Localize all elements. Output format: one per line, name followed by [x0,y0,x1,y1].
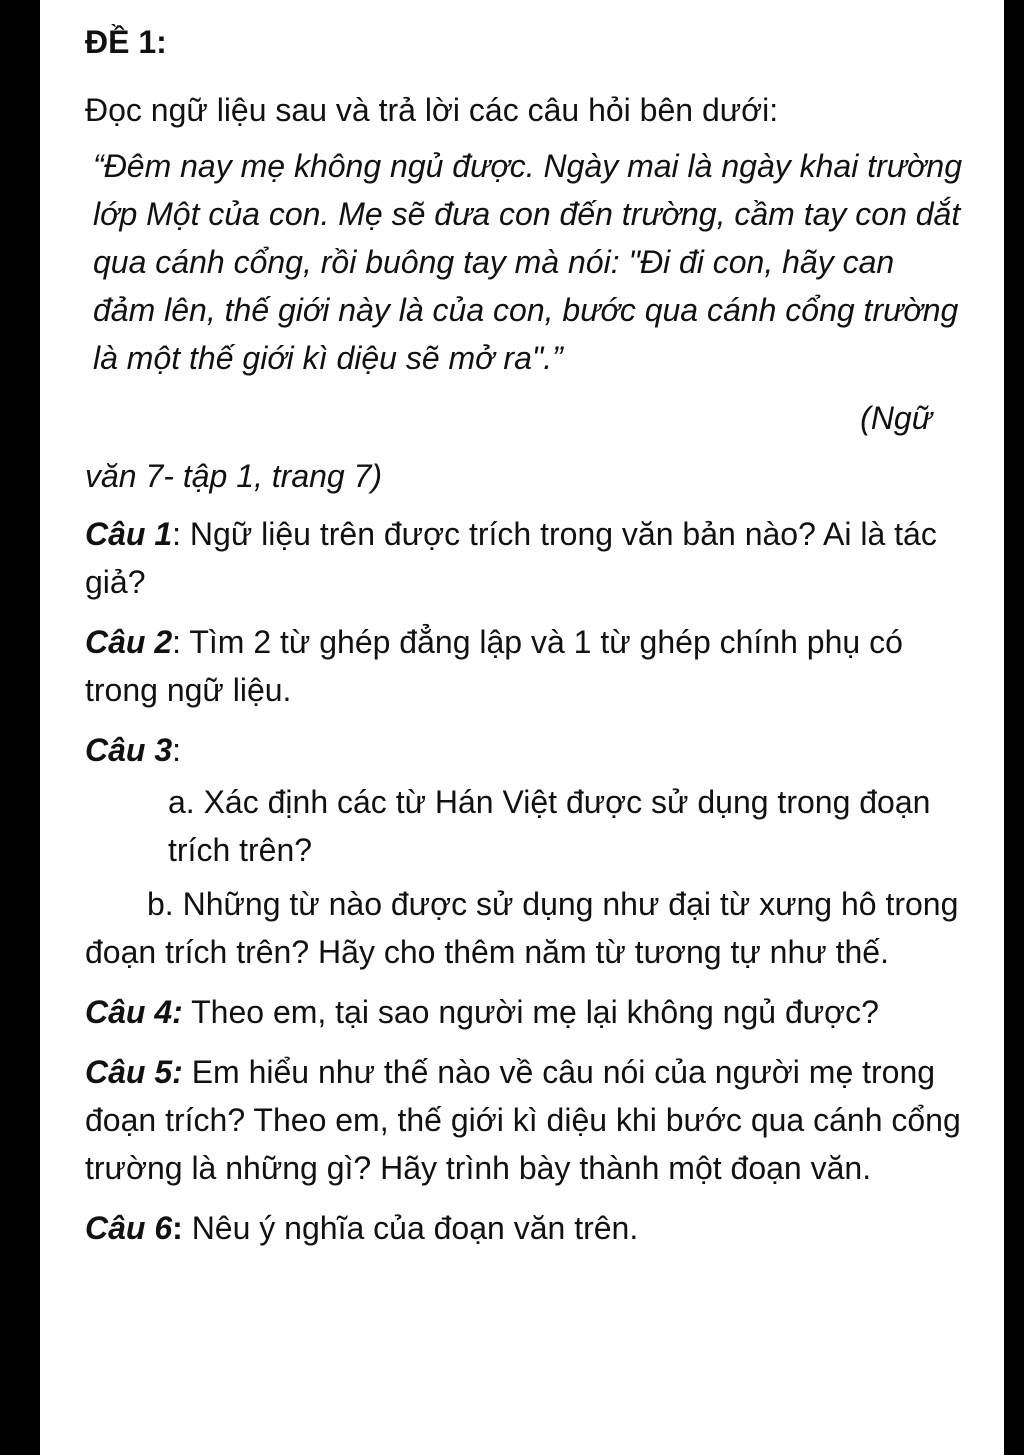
question-1 [85,510,964,606]
question-3-label: Câu 3 [85,732,173,768]
question-6-colon: : [172,1210,183,1246]
question-2 [85,618,964,714]
question-3a: a. Xác định các từ Hán Việt được sử dụng trong đoạn trích trên? [168,784,931,868]
question-5-text: Em hiểu như thế nào về câu nói của người mẹ trong đoạn trích? Theo em, thế giới kì diệu khi bước qua cánh cổng trường là những gì? Hãy trình bày thành một đoạn văn. [85,1054,961,1186]
question-6-text: Nêu ý nghĩa của đoạn văn trên. [182,1210,639,1246]
question-3-text: : [172,732,182,768]
source-citation-start: (Ngữ [860,400,932,436]
excerpt-quote: “Đêm nay mẹ không ngủ được. Ngày mai là ngày khai trường lớp Một của con. Mẹ sẽ đưa con đến trường, cầm tay con dắt qua cánh cổng, rồi buông tay mà nói: "Đi đi con, hãy can đảm lên, thế giới này là của con, bước qua cánh cổng trường là một thế giới kì diệu sẽ mở ra".” [93,148,962,376]
question-2-label: Câu 2 [85,624,173,660]
exam-heading: ĐỀ 1: [85,24,167,60]
question-1-label: Câu 1 [85,516,173,552]
question-4 [85,988,964,1036]
question-3b: b. Những từ nào được sử dụng như đại từ xưng hô trong đoạn trích trên? Hãy cho thêm năm từ tương tự như thế. [85,886,959,970]
question-3 [85,726,964,774]
instruction-text: Đọc ngữ liệu sau và trả lời các câu hỏi bên dưới: [85,92,779,128]
question-6 [85,1204,964,1252]
question-5 [85,1048,964,1192]
question-6-label: Câu 6 [85,1210,173,1246]
document-page [40,0,1004,1455]
question-4-label: Câu 4: [85,994,183,1030]
question-4-text: Theo em, tại sao người mẹ lại không ngủ được? [182,994,879,1030]
source-citation-end: văn 7- tập 1, trang 7) [85,458,383,494]
question-5-label: Câu 5: [85,1054,183,1090]
question-2-text: : Tìm 2 từ ghép đẳng lập và 1 từ ghép chính phụ có trong ngữ liệu. [85,624,903,708]
question-1-text: : Ngữ liệu trên được trích trong văn bản nào? Ai là tác giả? [85,516,937,600]
